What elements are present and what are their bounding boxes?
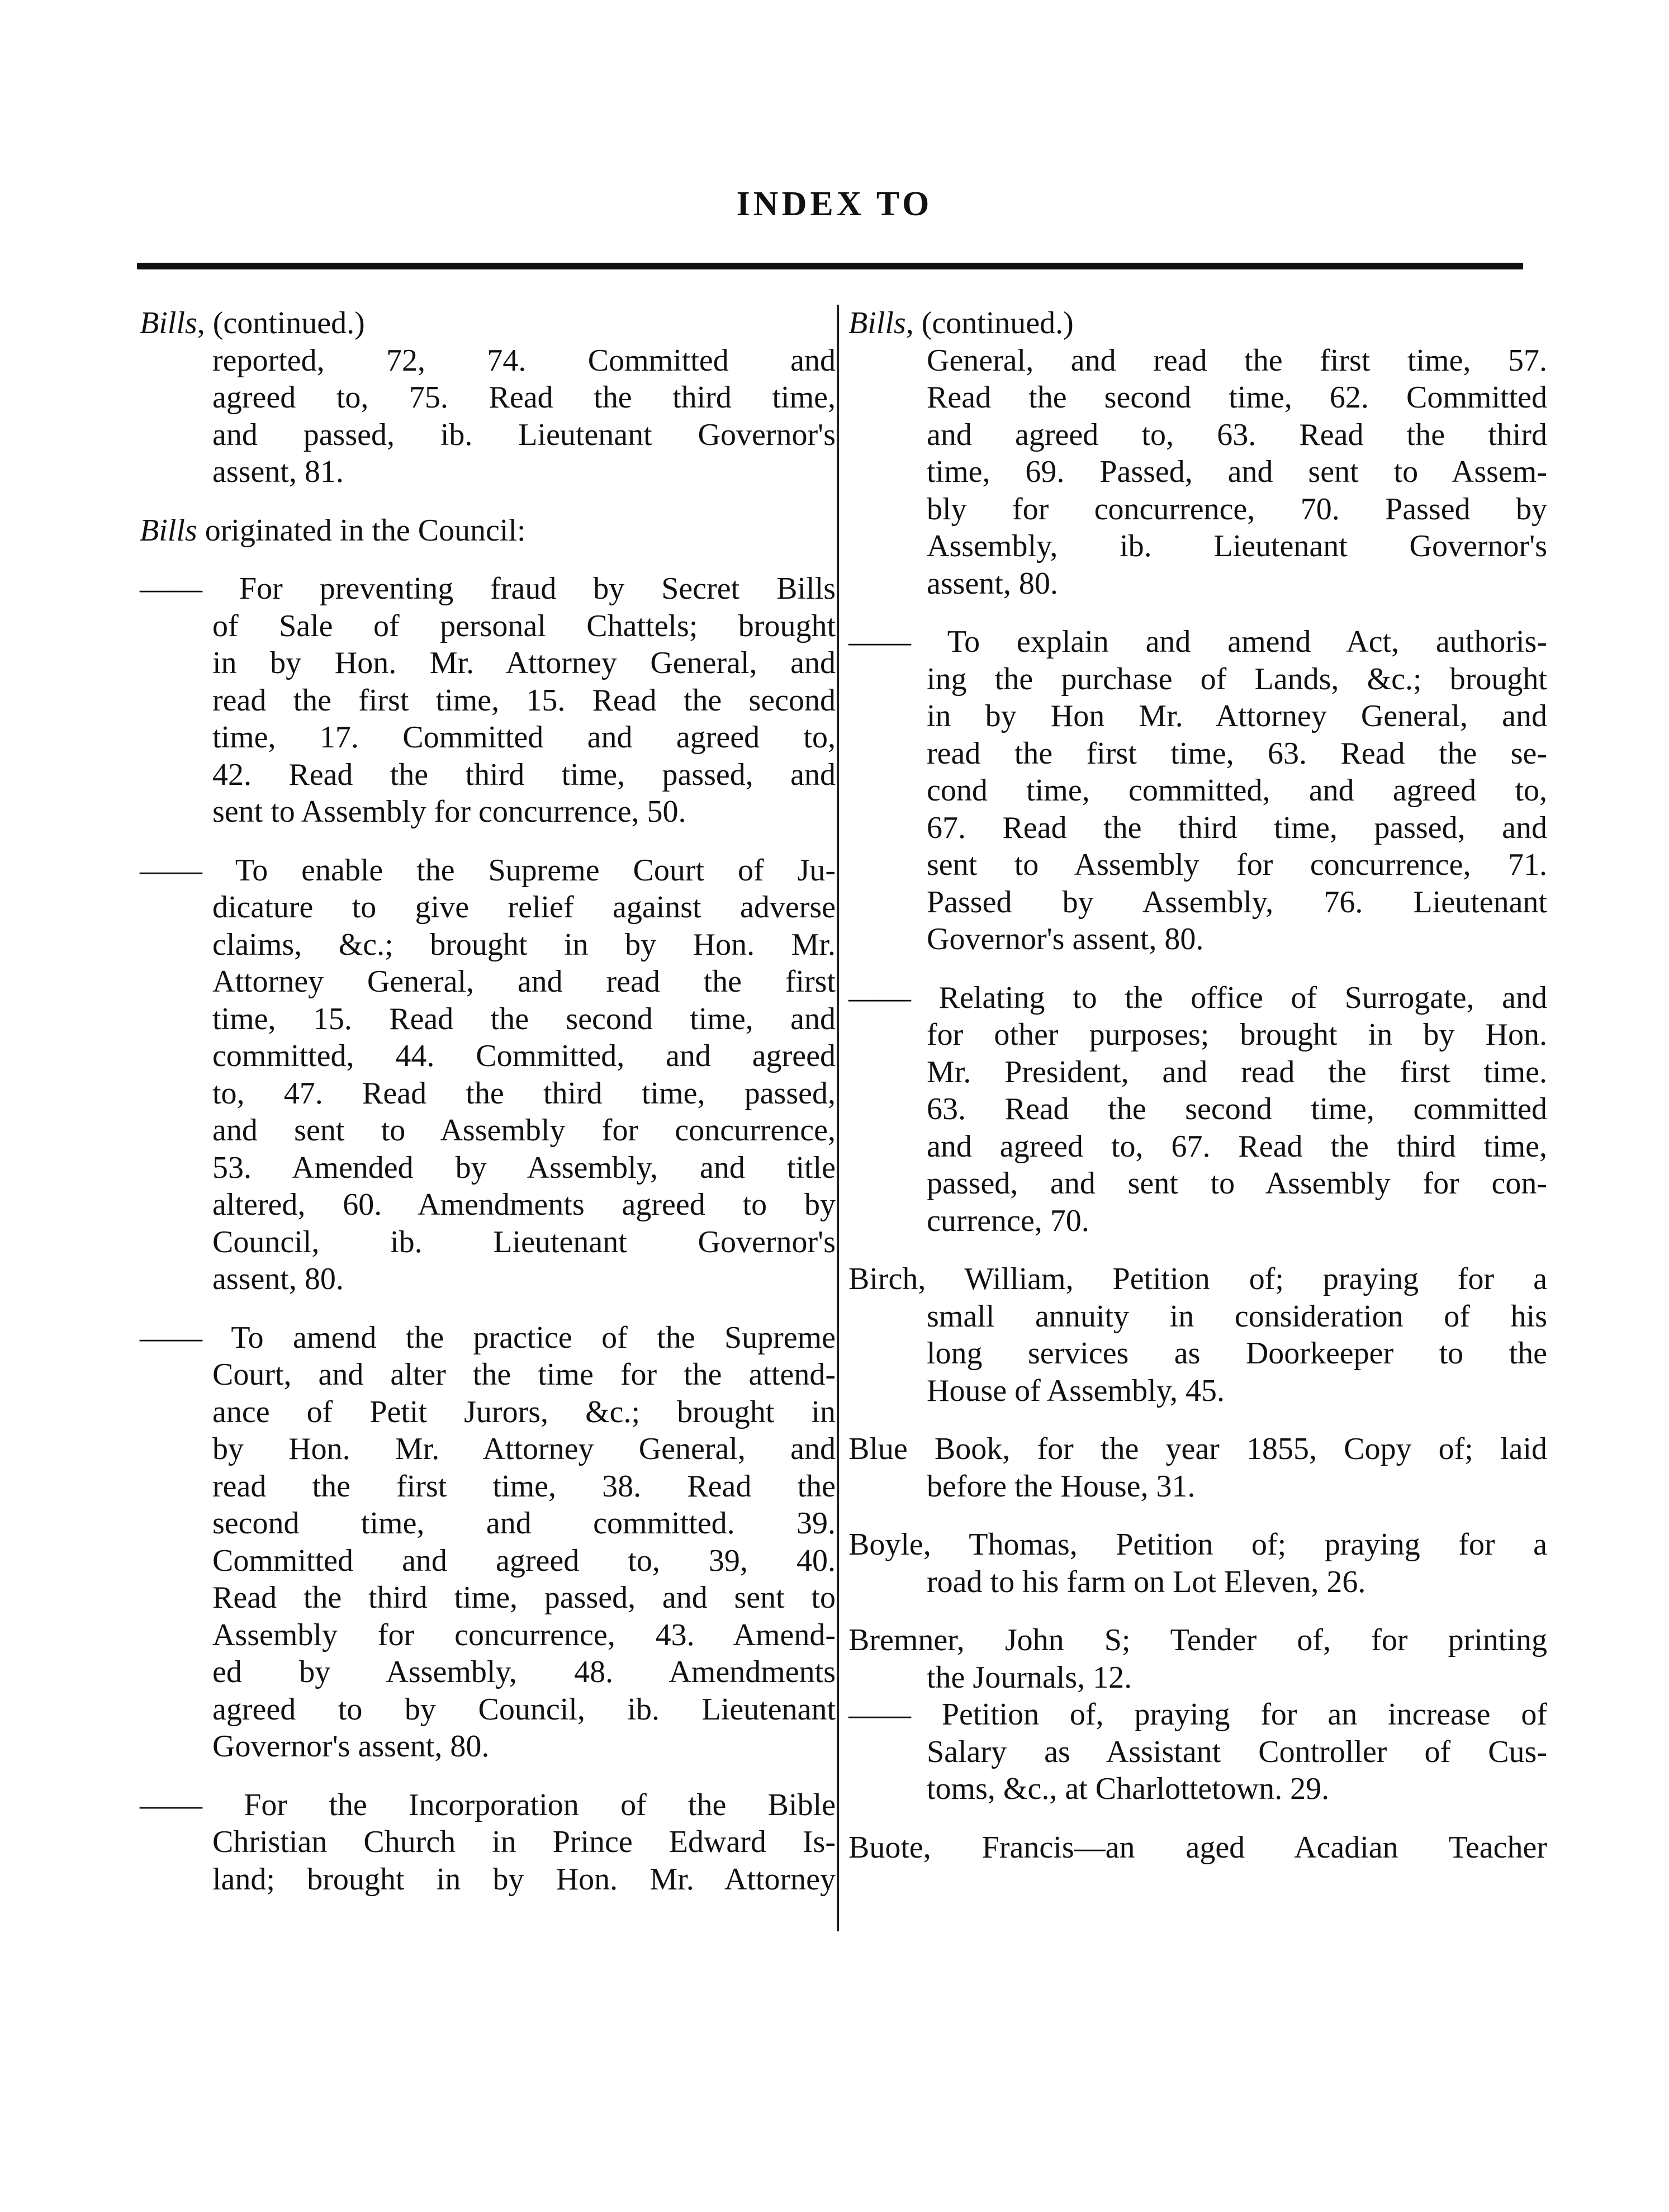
index-entry: —— To explain and amend Act, authoris- ing the purchase of Lands, &c.; brought in by Hon Mr. Attorney General, and read the first time, 63. Read the se- cond time, committed, and agreed to, 67. Read the third time, passed, and sent to Assembly for concurrence, 71. Passed by Assembly, 76. Lieutenant Governor's assent, 80.	[848, 624, 1547, 956]
left-column-heading: Bills, (continued.)	[140, 306, 365, 340]
index-entry: —— Petition of, praying for an increase of Salary as Assistant Controller of Cus- toms, &c., at Charlottetown. 29.	[848, 1697, 1547, 1806]
index-entry: —— To enable the Supreme Court of Ju- dicature to give relief against adverse claims, &c.; brought in by Hon. Mr. Attorney General, and read the first time, 15. Read the second time, and committed, 44. Committed, and agreed to, 47. Read the third time, passed, and sent to Assembly for concurrence, 53. Amended by Assembly, and title altered, 60. Amendments agreed to by Council, ib. Lieutenant Governor's assent, 80.	[140, 852, 836, 1296]
left-column	[140, 305, 836, 1898]
column-divider	[837, 305, 839, 1931]
index-entry: —— Relating to the office of Surrogate, and for other purposes; brought in by Hon. Mr. President, and read the first time. 63. Read the second time, committed and agreed to, 67. Read the third time, passed, and sent to Assembly for con- currence, 70.	[848, 980, 1547, 1238]
index-entry-buote: Buote, Francis—an aged Acadian Teacher	[848, 1830, 1547, 1865]
index-entry-blue-book: Blue Book, for the year 1855, Copy of; laid before the House, 31.	[848, 1432, 1547, 1504]
left-continued-entry: reported, 72, 74. Committed and agreed to, 75. Read the third time, and passed, ib. Lieutenant Governor's assent, 81.	[212, 343, 836, 489]
right-continued-entry: General, and read the first time, 57. Read the second time, 62. Committed and agreed to, 63. Read the third time, 69. Passed, and sent to Assem- bly for concurrence, 70. Passed by Assembly, ib. Lieutenant Governor's assent, 80.	[927, 343, 1547, 601]
index-entry-boyle: Boyle, Thomas, Petition of; praying for a road to his farm on Lot Eleven, 26.	[848, 1527, 1547, 1599]
right-column	[848, 305, 1547, 1866]
index-entry: —— For the Incorporation of the Bible Christian Church in Prince Edward Is- land; brought in by Hon. Mr. Attorney	[140, 1787, 836, 1897]
page-title: INDEX TO	[736, 185, 933, 223]
index-entry: —— For preventing fraud by Secret Bills of Sale of personal Chattels; brought in by Hon. Mr. Attorney General, and read the first time, 15. Read the second time, 17. Committed and agreed to, 42. Read the third time, passed, and sent to Assembly for concurrence, 50.	[140, 571, 836, 829]
index-entry-birch: Birch, William, Petition of; praying for a small annuity in consideration of his long services as Doorkeeper to the House of Assembly, 45.	[848, 1262, 1547, 1408]
index-entry-bremner: Bremner, John S; Tender of, for printing the Journals, 12.	[848, 1623, 1547, 1695]
index-entry: —— To amend the practice of the Supreme Court, and alter the time for the attend- ance of Petit Jurors, &c.; brought in by Hon. Mr. Attorney General, and read the first time, 38. Read the second time, and committed. 39. Committed and agreed to, 39, 40. Read the third time, passed, and sent to Assembly for concurrence, 43. Amend- ed by Assembly, 48. Amendments agreed to by Council, ib. Lieutenant Governor's assent, 80.	[140, 1320, 836, 1764]
header-rule	[137, 263, 1523, 269]
right-column-heading: Bills, (continued.)	[848, 306, 1074, 340]
section-heading: Bills originated in the Council:	[140, 513, 526, 548]
